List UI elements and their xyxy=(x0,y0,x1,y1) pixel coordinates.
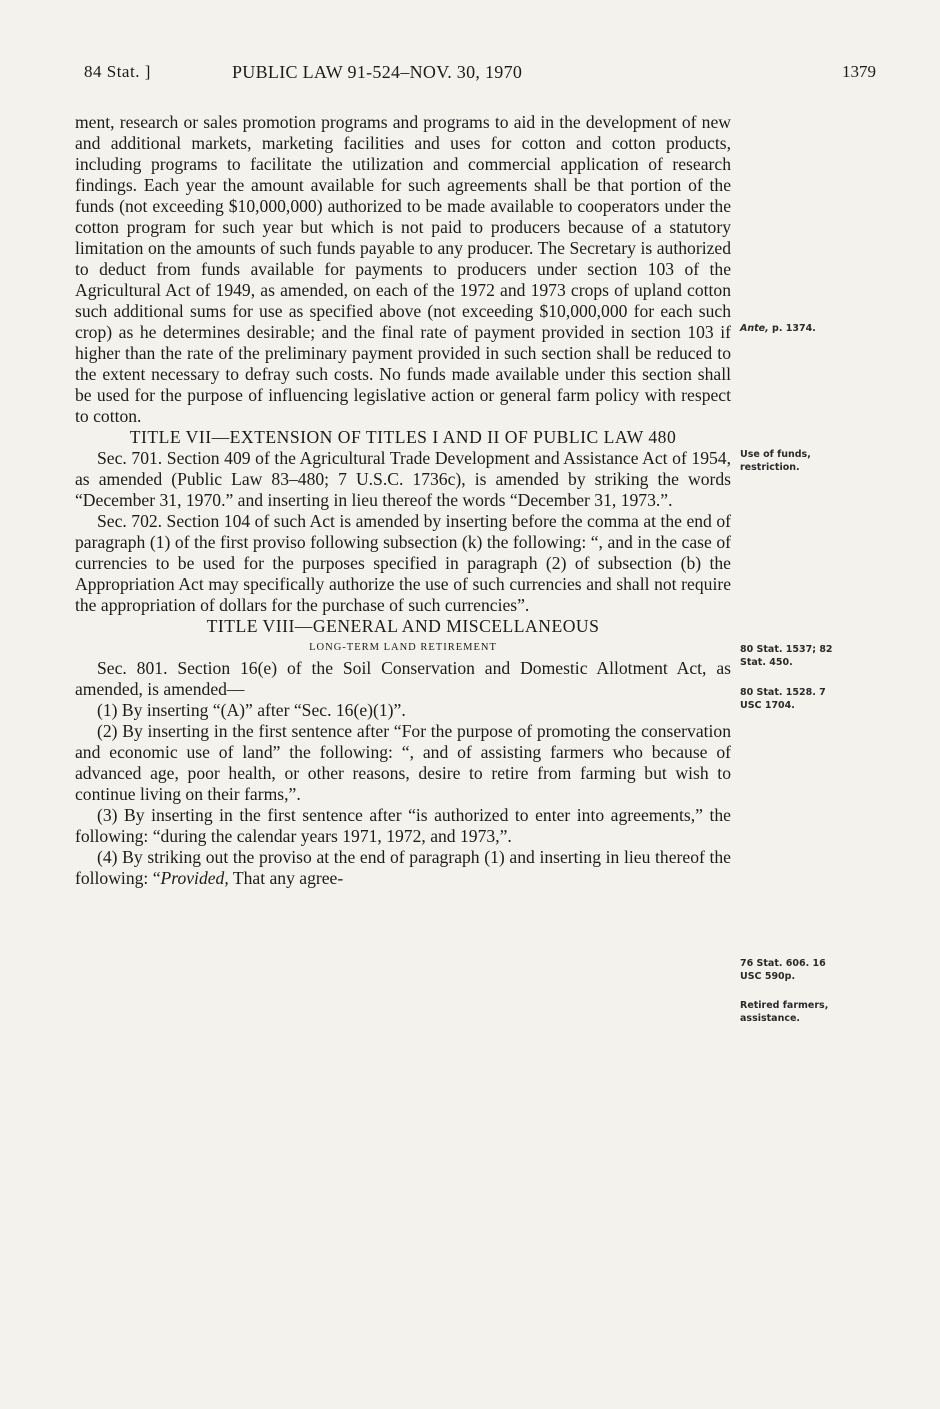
margin-note-ante xyxy=(740,322,880,335)
margin-note-retired-farmers: Retired farmers, assistance. xyxy=(740,1000,829,1024)
item-4-text-end: That any agree- xyxy=(228,868,344,888)
amendment-item-4 xyxy=(75,847,731,889)
page-header xyxy=(84,62,884,90)
amendment-item-2: (2) By inserting in the first sentence after “For the purpose of promoting the conservation and economic use of land” the following: “, and of assisting farmers who because of advanced age, poor health, or other reasons, desire to retire from farming but wish to continue living on their farms,”. xyxy=(75,721,731,804)
title-vii-heading: TITLE VII—EXTENSION OF TITLES I AND II OF PUBLIC LAW 480 xyxy=(129,427,677,447)
section-801: Sec. 801. Section 16(e) of the Soil Conservation and Domestic Allotment Act, as amended, is amended— xyxy=(75,658,731,699)
page-title: PUBLIC LAW 91-524–NOV. 30, 1970 xyxy=(232,62,523,82)
margin-note-76-stat-606: 76 Stat. 606. 16 USC 590p. xyxy=(740,958,826,982)
section-702: Sec. 702. Section 104 of such Act is amended by inserting before the comma at the end of paragraph (1) of the first proviso following subsection (k) the following: “, and in the case of currencies to be used for the purposes specified in paragraph (2) of subsection (b) the Appropriation Act may specifically authorize the use of such currencies and shall not require the appropriation of dollars for the purchase of such currencies”. xyxy=(75,511,731,615)
page-number: 1379 xyxy=(842,62,876,81)
amendment-item-3: (3) By inserting in the first sentence after “is authorized to enter into agreements,” the following: “during the calendar years 1971, 1972, and 1973,”. xyxy=(75,805,731,846)
title-viii-heading: TITLE VIII—GENERAL AND MISCELLANEOUS xyxy=(206,616,600,636)
section-subheading: LONG-TERM LAND RETIREMENT xyxy=(309,642,497,653)
statute-reference: 84 Stat. ] xyxy=(84,62,151,81)
margin-note-ante-label: Ante, xyxy=(740,323,769,334)
paragraph-continuation: ment, research or sales promotion programs and programs to aid in the development of new and additional markets, marketing facilities and uses for cotton and cotton products, including programs to facilitate the utilization and commercial application of research findings. Each year the amount available for such agreements shall be that portion of the funds (not exceeding $10,000,000) authorized to be made available to cooperators under the cotton program for such year but which is not paid to producers because of a statutory limitation on the amounts of such funds payable to any producer. The Secretary is authorized to deduct from funds available for payments to producers under section 103 of the Agricultural Act of 1949, as amended, on each of the 1972 and 1973 crops of upland cotton such additional sums for use as specified above (not exceeding $10,000,000 for each such crop) as he determines desirable; and the final rate of payment provided in section 103 if higher than the rate of the preliminary payment provided in such section shall be reduced to the extent necessary to defray such costs. No funds made available under this section shall be used for the purpose of influencing legislative action or general farm policy with respect to cotton. xyxy=(75,112,731,426)
item-4-text-start: (4) By striking out the proviso at the end of paragraph (1) and inserting in lieu thereof the following: “ xyxy=(75,847,731,888)
margin-note-80-stat-1537: 80 Stat. 1537; 82 Stat. 450. xyxy=(740,644,833,668)
margin-note-80-stat-1528: 80 Stat. 1528. 7 USC 1704. xyxy=(740,687,826,711)
item-4-provided: Provided, xyxy=(160,868,229,888)
margin-note-use-of-funds: Use of funds, restriction. xyxy=(740,449,811,473)
amendment-item-1: (1) By inserting “(A)” after “Sec. 16(e)(1)”. xyxy=(97,700,406,720)
section-701: Sec. 701. Section 409 of the Agricultural Trade Development and Assistance Act of 1954, as amended (Public Law 83–480; 7 U.S.C. 1736c), is amended by striking the words “December 31, 1970.” and inserting in lieu thereof the words “December 31, 1973.”. xyxy=(75,448,731,510)
main-text xyxy=(75,112,731,889)
margin-note-ante-page: p. 1374. xyxy=(768,323,816,334)
